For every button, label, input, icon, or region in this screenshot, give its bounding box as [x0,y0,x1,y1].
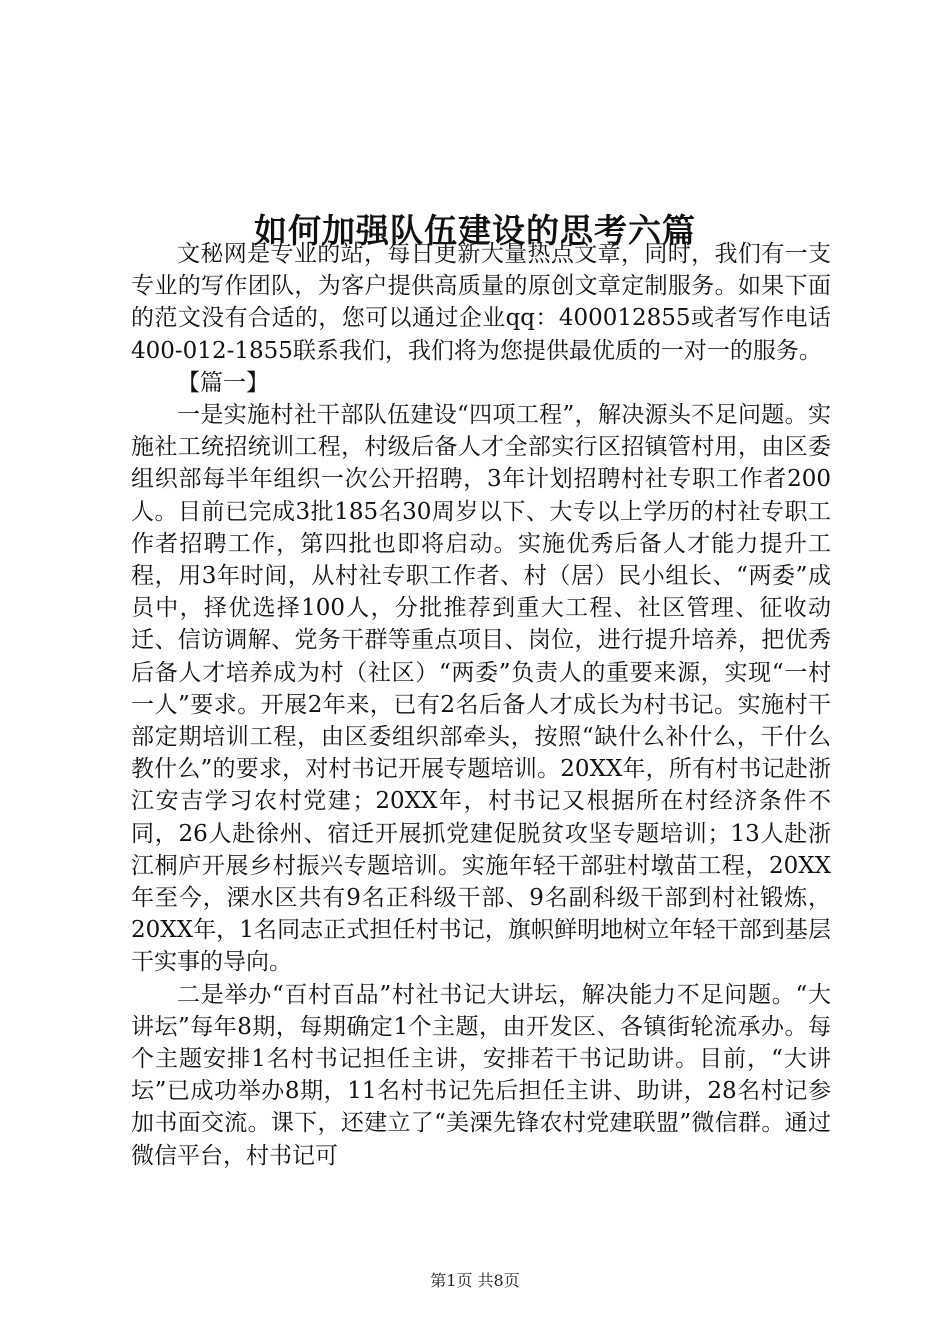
body-paragraph: 一是实施村社干部队伍建设“四项工程”，解决源头不足问题。实施社工统招统训工程，村级后备人才全部实行区招镇管村用，由区委组织部每半年组织一次公开招聘，3年计划招聘村社专职工作者200人。目前已完成3批185名30周岁以下、大专以上学历的村社专职工作者招聘工作，第四批也即将启动。实施优秀后备人才能力提升工程，用3年时间，从村社专职工作者、村（居）民小组长、“两委”成员中，择优选择100人，分批推荐到重大工程、社区管理、征收动迁、信访调解、党务干群等重点项目、岗位，进行提升培养，把优秀后备人才培养成为村（社区）“两委”负责人的重要来源，实现“一村一人”要求。开展2年来，已有2名后备人才成长为村书记。实施村干部定期培训工程，由区委组织部牵头，按照“缺什么补什么，干什么教什么”的要求，对村书记开展专题培训。20XX年，所有村书记赴浙江安吉学习农村党建；20XX年，村书记又根据所在村经济条件不同，26人赴徐州、宿迁开展抓党建促脱贫攻坚专题培训；13人赴浙江桐庐开展乡村振兴专题培训。实施年轻干部驻村墩苗工程，20XX年至今，溧水区共有9名正科级干部、9名副科级干部到村社锻炼，20XX年，1名同志正式担任村书记，旗帜鲜明地树立年轻干部到基层干实事的导向。 [131,402,831,976]
section-heading: 【篇一】 [177,369,269,396]
body-paragraph: 二是举办“百村百品”村社书记大讲坛，解决能力不足问题。“大讲坛”每年8期，每期确定1个主题，由开发区、各镇街轮流承办。每个主题安排1名村书记担任主讲，安排若干书记助讲。目前，“大讲坛”已成功举办8期，11名村书记先后担任主讲、助讲，28名村记参加书面交流。课下，还建立了“美溧先锋农村党建联盟”微信群。通过微信平台，村书记可 [131,981,831,1169]
document-title: 如何加强队伍建设的思考六篇 [254,211,696,251]
intro-paragraph: 文秘网是专业的站，每日更新大量热点文章，同时，我们有一支专业的写作团队，为客户提供高质量的原创文章定制服务。如果下面的范文没有合适的，您可以通过企业qq：400012855或者写作电话400-012-1855联系我们，我们将为您提供最优质的一对一的服务。 [131,241,831,364]
document-body [131,238,831,1172]
page-footer: 第1页 共8页 [430,1271,520,1290]
